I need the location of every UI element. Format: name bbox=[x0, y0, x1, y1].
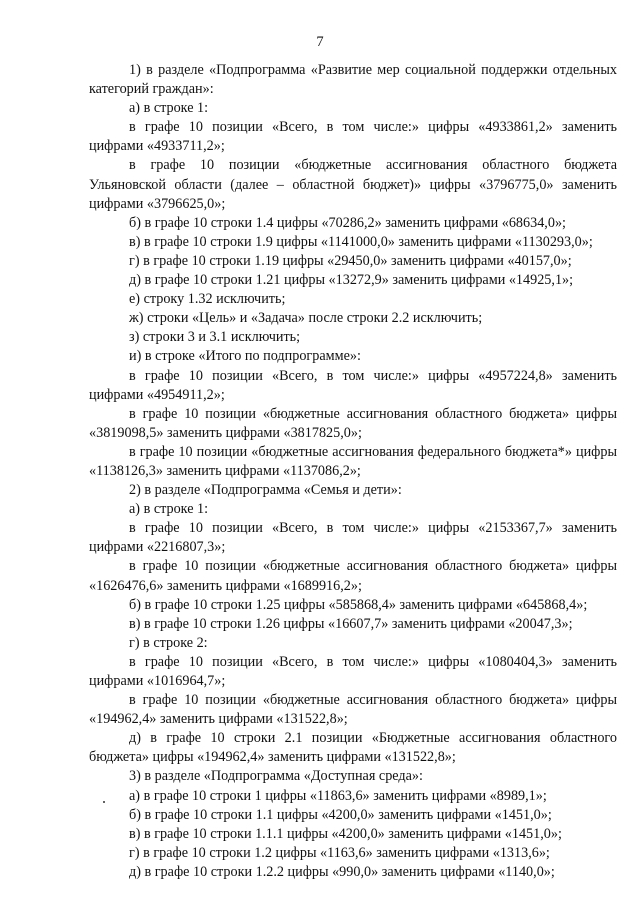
paragraph: в) в графе 10 строки 1.9 цифры «1141000,0» заменить цифрами «1130293,0»; bbox=[129, 233, 593, 250]
paragraph: 2) в разделе «Подпрограмма «Семья и дети»: bbox=[129, 482, 402, 499]
paragraph: в графе 10 позиции «бюджетные ассигнования областного бюджета Ульяновской области (далее – областной бюджет)» цифры «3796775,0» заменить цифрами «3796625,0»; bbox=[89, 157, 617, 212]
paragraph: в графе 10 позиции «бюджетные ассигнования областного бюджета» цифры «1626476,6» заменить цифрами «1689916,2»; bbox=[89, 558, 617, 594]
paragraph: в графе 10 позиции «Всего, в том числе:» цифры «2153367,7» заменить цифрами «2216807,3»; bbox=[89, 520, 617, 556]
paragraph: 3) в разделе «Подпрограмма «Доступная среда»: bbox=[129, 768, 423, 785]
paragraph: д) в графе 10 строки 1.2.2 цифры «990,0» заменить цифрами «1140,0»; bbox=[129, 863, 555, 880]
paragraph: 1) в разделе «Подпрограмма «Развитие мер социальной поддержки отдельных категорий граждан»: bbox=[89, 62, 617, 98]
paragraph: б) в графе 10 строки 1.4 цифры «70286,2» заменить цифрами «68634,0»; bbox=[129, 214, 566, 231]
paragraph: в графе 10 позиции «бюджетные ассигнования федерального бюджета*» цифры «1138126,3» заменить цифрами «1137086,2»; bbox=[89, 443, 617, 479]
document-body bbox=[89, 61, 617, 882]
paragraph: з) строки 3 и 3.1 исключить; bbox=[129, 329, 301, 346]
paragraph: д) в графе 10 строки 2.1 позиции «Бюджетные ассигнования областного бюджета» цифры «194962,4» заменить цифрами «131522,8»; bbox=[89, 730, 617, 766]
paragraph: г) в графе 10 строки 1.2 цифры «1163,6» заменить цифрами «1313,6»; bbox=[129, 844, 550, 861]
paragraph: в графе 10 позиции «бюджетные ассигнования областного бюджета» цифры «194962,4» заменить цифрами «131522,8»; bbox=[89, 692, 617, 728]
paragraph: в графе 10 позиции «Всего, в том числе:» цифры «4957224,8» заменить цифрами «4954911,2»; bbox=[89, 367, 617, 403]
paragraph: а) в графе 10 строки 1 цифры «11863,6» заменить цифрами «8989,1»; bbox=[129, 787, 547, 804]
paragraph: в) в графе 10 строки 1.1.1 цифры «4200,0» заменить цифрами «1451,0»; bbox=[129, 825, 562, 842]
page-number: 7 bbox=[316, 34, 324, 50]
paragraph: в) в графе 10 строки 1.26 цифры «16607,7» заменить цифрами «20047,3»; bbox=[129, 615, 573, 632]
paragraph: в графе 10 позиции «бюджетные ассигнования областного бюджета» цифры «3819098,5» заменить цифрами «3817825,0»; bbox=[89, 405, 617, 441]
paragraph: а) в строке 1: bbox=[129, 100, 209, 117]
paragraph: г) в строке 2: bbox=[129, 634, 208, 651]
paragraph: в графе 10 позиции «Всего, в том числе:» цифры «1080404,3» заменить цифрами «1016964,7»; bbox=[89, 653, 617, 689]
paragraph: ж) строки «Цель» и «Задача» после строки 2.2 исключить; bbox=[129, 310, 483, 327]
paragraph: б) в графе 10 строки 1.25 цифры «585868,4» заменить цифрами «645868,4»; bbox=[129, 596, 588, 613]
paragraph: б) в графе 10 строки 1.1 цифры «4200,0» заменить цифрами «1451,0»; bbox=[129, 806, 552, 823]
scan-speck bbox=[103, 801, 105, 803]
paragraph: е) строку 1.32 исключить; bbox=[129, 291, 286, 308]
paragraph: д) в графе 10 строки 1.21 цифры «13272,9» заменить цифрами «14925,1»; bbox=[129, 272, 574, 289]
paragraph: в графе 10 позиции «Всего, в том числе:» цифры «4933861,2» заменить цифрами «4933711,2»; bbox=[89, 119, 617, 155]
paragraph: и) в строке «Итого по подпрограмме»: bbox=[129, 348, 361, 365]
paragraph: г) в графе 10 строки 1.19 цифры «29450,0» заменить цифрами «40157,0»; bbox=[129, 252, 572, 269]
paragraph: а) в строке 1: bbox=[129, 501, 209, 518]
